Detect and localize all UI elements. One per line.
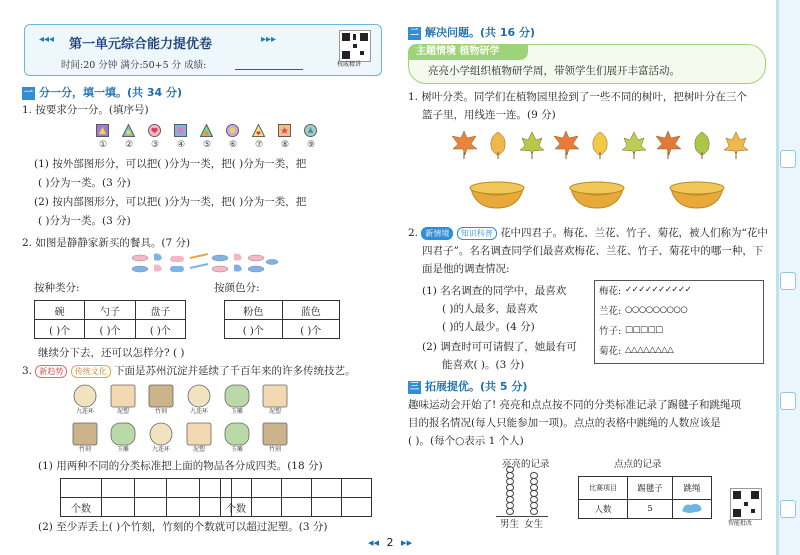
craft-item-icon — [108, 422, 138, 446]
q1-stem: 1. 按要求分一分。(填序号) — [22, 104, 149, 116]
person-circle — [530, 472, 538, 479]
craft-stamp-label: 九连环 — [189, 408, 208, 415]
shape-number: ④ — [177, 140, 186, 150]
answer-cell[interactable] — [252, 498, 282, 517]
circle-with-heart-icon — [148, 124, 161, 137]
craft-stamp-label: 玉雕 — [230, 408, 243, 415]
craft-item-icon — [184, 384, 214, 408]
craft-stamp-label: 泥塑 — [116, 408, 129, 415]
ink-blot-cell[interactable] — [673, 500, 712, 519]
classify-table-2: 个数 — [220, 478, 372, 517]
leaf-icon[interactable] — [654, 130, 682, 160]
section-1-heading: 一 分一分，填一填。(共 34 分) — [23, 86, 183, 99]
title-box — [24, 24, 382, 76]
person-circle — [530, 478, 538, 485]
qr-caption: 权威精讲 — [337, 61, 362, 68]
s2-q2-line1: 2. 新情境 知识科普 花中四君子。梅花、兰花、竹子、菊花，被人们称为“花中 — [408, 227, 768, 239]
qr-code-icon[interactable] — [339, 30, 371, 62]
section-3-heading: 三 拓展提优。(共 5 分) — [409, 380, 528, 393]
survey-record-box: 梅花: ✓✓✓✓✓✓✓✓✓✓ 兰花: ○○○○○○○○○ 竹子: □□□□□ 菊花: △△△△△△△△ — [594, 280, 764, 364]
triangle-with-circle-icon — [122, 124, 135, 137]
q3-stem: 3. 新趋势 传统文化 下面是苏州沉淀并延续了千百年来的许多传统技艺。 — [22, 365, 356, 377]
craft-stamp — [184, 384, 214, 414]
basket-icon[interactable] — [668, 180, 726, 210]
by-kind-label: 按种类分: — [34, 282, 80, 294]
craft-item-icon — [222, 384, 252, 408]
tag-new-trend: 新趋势 — [35, 365, 67, 378]
girls-label: 女生 — [524, 519, 544, 530]
leaf-icon[interactable] — [586, 130, 614, 160]
tableware-illustration — [130, 250, 280, 276]
craft-stamp — [260, 384, 290, 414]
answer-cell[interactable] — [102, 498, 135, 517]
theme-banner — [408, 44, 764, 82]
q1-part2-line1: (2) 按内部图形分，可以把( )分为一类，把( )分为一类，把 — [34, 196, 307, 208]
craft-stamp — [108, 384, 138, 414]
edge-tab — [780, 500, 796, 518]
by-color-label: 按颜色分: — [214, 282, 260, 294]
s2-q2-part2-b: 能喜欢( )。(3 分) — [442, 359, 525, 371]
craft-item-icon — [108, 384, 138, 408]
left-column — [0, 0, 392, 555]
shape-number: ② — [125, 140, 134, 150]
person-circle — [506, 478, 514, 485]
answer-cell[interactable]: ( )个 — [35, 320, 85, 339]
bamboo-tally: □□□□□ — [625, 325, 663, 335]
q1-part1-line1: (1) 按外部图形分，可以把( )分为一类，把( )分为一类，把 — [34, 158, 307, 170]
craft-stamp-label: 泥塑 — [192, 446, 205, 453]
page-number: ◂◂ 2 ▸▸ — [368, 536, 413, 549]
craft-stamp-label: 玉雕 — [116, 446, 129, 453]
s2-q2-line2: 四君子”。名名调查同学们最喜欢梅花、兰花、竹子、菊花中的哪一种，下 — [422, 245, 764, 257]
square-with-triangle-icon — [96, 124, 109, 137]
s2-q2-part1-c: ( )的人最少。(4 分) — [442, 321, 535, 333]
chrysanthemum-tally: △△△△△△△△ — [625, 345, 674, 355]
craft-item-icon — [70, 422, 100, 446]
answer-cell[interactable] — [312, 498, 342, 517]
right-column — [398, 0, 772, 555]
craft-stamp — [70, 422, 100, 452]
craft-item-icon — [222, 422, 252, 446]
answer-cell[interactable] — [167, 479, 200, 498]
craft-stamp-label: 泥塑 — [268, 408, 281, 415]
answer-cell[interactable] — [167, 498, 200, 517]
craft-item-icon — [184, 422, 214, 446]
by-kind-table: 碗 勺子 盘子 ( )个 ( )个 ( )个 — [34, 300, 186, 339]
liang-record-title: 亮亮的记录 — [502, 459, 550, 470]
circle-with-triangle-icon — [304, 124, 317, 137]
s3-line2: 目的报名情况(每人只能参加一项)。点点的表格中跳绳的人数应该是 — [408, 417, 721, 429]
craft-stamp — [146, 384, 176, 414]
person-circle — [530, 484, 538, 491]
answer-cell[interactable]: ( )个 — [225, 320, 283, 339]
section-2-heading: 二 解决问题。(共 16 分) — [409, 26, 536, 39]
answer-cell[interactable] — [134, 479, 167, 498]
shape-number: ⑤ — [203, 140, 212, 150]
dian-record-title: 点点的记录 — [614, 459, 662, 470]
page-title: 第一单元综合能力提优卷 — [69, 37, 213, 52]
craft-stamp-label: 九连环 — [151, 446, 170, 453]
q3-part2: (2) 至少弄丢上( )个竹刻，竹刻的个数就可以超过泥塑。(3 分) — [38, 521, 328, 533]
answer-cell[interactable]: ( )个 — [282, 320, 340, 339]
title-arrows-left: ◂◂◂ — [39, 34, 55, 45]
person-circle — [530, 502, 538, 509]
shape-number: ⑥ — [229, 140, 238, 150]
title-meta: 时间:20 分钟 满分:50+5 分 成绩: — [61, 60, 207, 71]
s2-q2-part1-a: (1) 名名调查的同学中，最喜欢 — [422, 285, 567, 297]
person-circle — [506, 508, 514, 515]
shape-number: ⑦ — [255, 140, 264, 150]
person-circle — [506, 466, 514, 473]
person-circle — [530, 490, 538, 497]
leaf-icon[interactable] — [450, 130, 478, 160]
answer-cell[interactable] — [312, 479, 342, 498]
chart-baseline — [496, 516, 548, 517]
shape-number: ③ — [151, 140, 160, 150]
craft-stamp — [184, 422, 214, 452]
craft-stamp — [260, 422, 290, 452]
shape-number: ① — [99, 140, 108, 150]
answer-cell[interactable] — [342, 498, 372, 517]
q1-part2-line2: ( )分为一类。(3 分) — [38, 215, 131, 227]
craft-item-icon — [146, 384, 176, 408]
person-circle — [530, 496, 538, 503]
craft-item-icon — [260, 384, 290, 408]
craft-item-icon — [146, 422, 176, 446]
s2-q1-line1: 1. 树叶分类。同学们在植物园里捡到了一些不同的树叶，把树叶分在三个 — [408, 91, 747, 103]
person-circle — [506, 472, 514, 479]
q3-part1: (1) 用两种不同的分类标准把上面的物品各分成四类。(18 分) — [38, 460, 323, 472]
qr-code-icon[interactable] — [730, 488, 762, 520]
shape-number: ⑧ — [281, 140, 290, 150]
person-circle — [506, 484, 514, 491]
leaf-icon[interactable] — [484, 130, 512, 160]
q1-part1-line2: ( )分为一类。(3 分) — [38, 177, 131, 189]
answer-cell[interactable] — [252, 479, 282, 498]
answer-cell[interactable] — [102, 479, 135, 498]
boys-label: 男生 — [500, 519, 520, 530]
q2-stem: 2. 如图是静静家新买的餐具。(7 分) — [22, 237, 191, 249]
craft-stamp-label: 竹刻 — [78, 446, 91, 453]
square-with-star-icon — [278, 124, 291, 137]
edge-tab — [780, 272, 796, 290]
s2-q2-part1-b: ( )的人最多，最喜欢 — [442, 303, 538, 315]
theme-banner-title: 主题情境 植物研学 — [416, 46, 500, 57]
classify-table-1: 个数 — [60, 478, 232, 517]
craft-item-icon — [260, 422, 290, 446]
s2-q2-line3: 面是他的调查情况: — [422, 263, 510, 275]
dian-record-table: 比赛项目 踢毽子 跳绳 人数 5 — [578, 476, 712, 519]
triangle-with-heart-icon — [252, 124, 265, 137]
orchid-tally: ○○○○○○○○○ — [625, 305, 688, 315]
qr-caption: 智能批改 — [728, 520, 753, 527]
craft-stamp — [108, 422, 138, 452]
answer-cell[interactable] — [134, 498, 167, 517]
edge-tab — [780, 150, 796, 168]
s2-q2-part2-a: (2) 调查时可可请假了，她最有可 — [422, 341, 577, 353]
theme-intro: 亮亮小学组织植物研学周，带领学生们展开丰富活动。 — [428, 65, 680, 77]
tag-topic: 传统文化 — [71, 365, 111, 378]
leaf-icon[interactable] — [688, 130, 716, 160]
score-blank — [235, 69, 303, 70]
shape-number: ⑨ — [307, 140, 316, 150]
edge-tab — [780, 392, 796, 410]
s3-line3: ( )。(每个○表示 1 个人) — [408, 435, 524, 447]
triangle-with-square-icon — [200, 124, 213, 137]
answer-cell[interactable] — [282, 479, 312, 498]
craft-item-icon — [70, 384, 100, 408]
leaf-icon[interactable] — [518, 130, 546, 160]
craft-stamp — [222, 422, 252, 452]
person-circle — [506, 502, 514, 509]
square-with-square-icon — [174, 124, 187, 137]
s2-q1-line2: 篮子里，用线连一连。(9 分) — [422, 109, 556, 121]
plum-tally: ✓✓✓✓✓✓✓✓✓✓ — [625, 285, 692, 295]
tag-new-scene: 新情境 — [421, 227, 453, 240]
answer-cell[interactable]: ( )个 — [85, 320, 135, 339]
person-circle — [506, 496, 514, 503]
answer-cell[interactable]: ( )个 — [135, 320, 185, 339]
basket-icon[interactable] — [468, 180, 526, 210]
s3-line1: 趣味运动会开始了! 亮亮和点点按不同的分类标准记录了踢毽子和跳绳项 — [408, 399, 742, 411]
leaf-icon[interactable] — [620, 130, 648, 160]
tag-topic: 知识科普 — [457, 227, 497, 240]
leaf-icon[interactable] — [552, 130, 580, 160]
answer-cell[interactable] — [282, 498, 312, 517]
craft-stamp-label: 竹刻 — [154, 408, 167, 415]
q2-follow-up: 继续分下去，还可以怎样分? ( ) — [38, 347, 185, 359]
circle-with-square-icon — [226, 124, 239, 137]
title-arrows-right: ▸▸▸ — [261, 34, 277, 45]
craft-stamp — [146, 422, 176, 452]
page-edge-strip — [776, 0, 800, 555]
ink-blot-icon — [681, 502, 703, 514]
answer-cell[interactable] — [342, 479, 372, 498]
craft-stamp — [70, 384, 100, 414]
craft-stamp-label: 玉雕 — [230, 446, 243, 453]
person-circle — [506, 490, 514, 497]
craft-stamp — [222, 384, 252, 414]
craft-stamp-label: 竹刻 — [268, 446, 281, 453]
person-circle — [530, 508, 538, 515]
basket-icon[interactable] — [568, 180, 626, 210]
leaf-icon[interactable] — [722, 130, 750, 160]
by-color-table: 粉色 蓝色 ( )个 ( )个 — [224, 300, 340, 339]
craft-stamp-label: 九连环 — [75, 408, 94, 415]
